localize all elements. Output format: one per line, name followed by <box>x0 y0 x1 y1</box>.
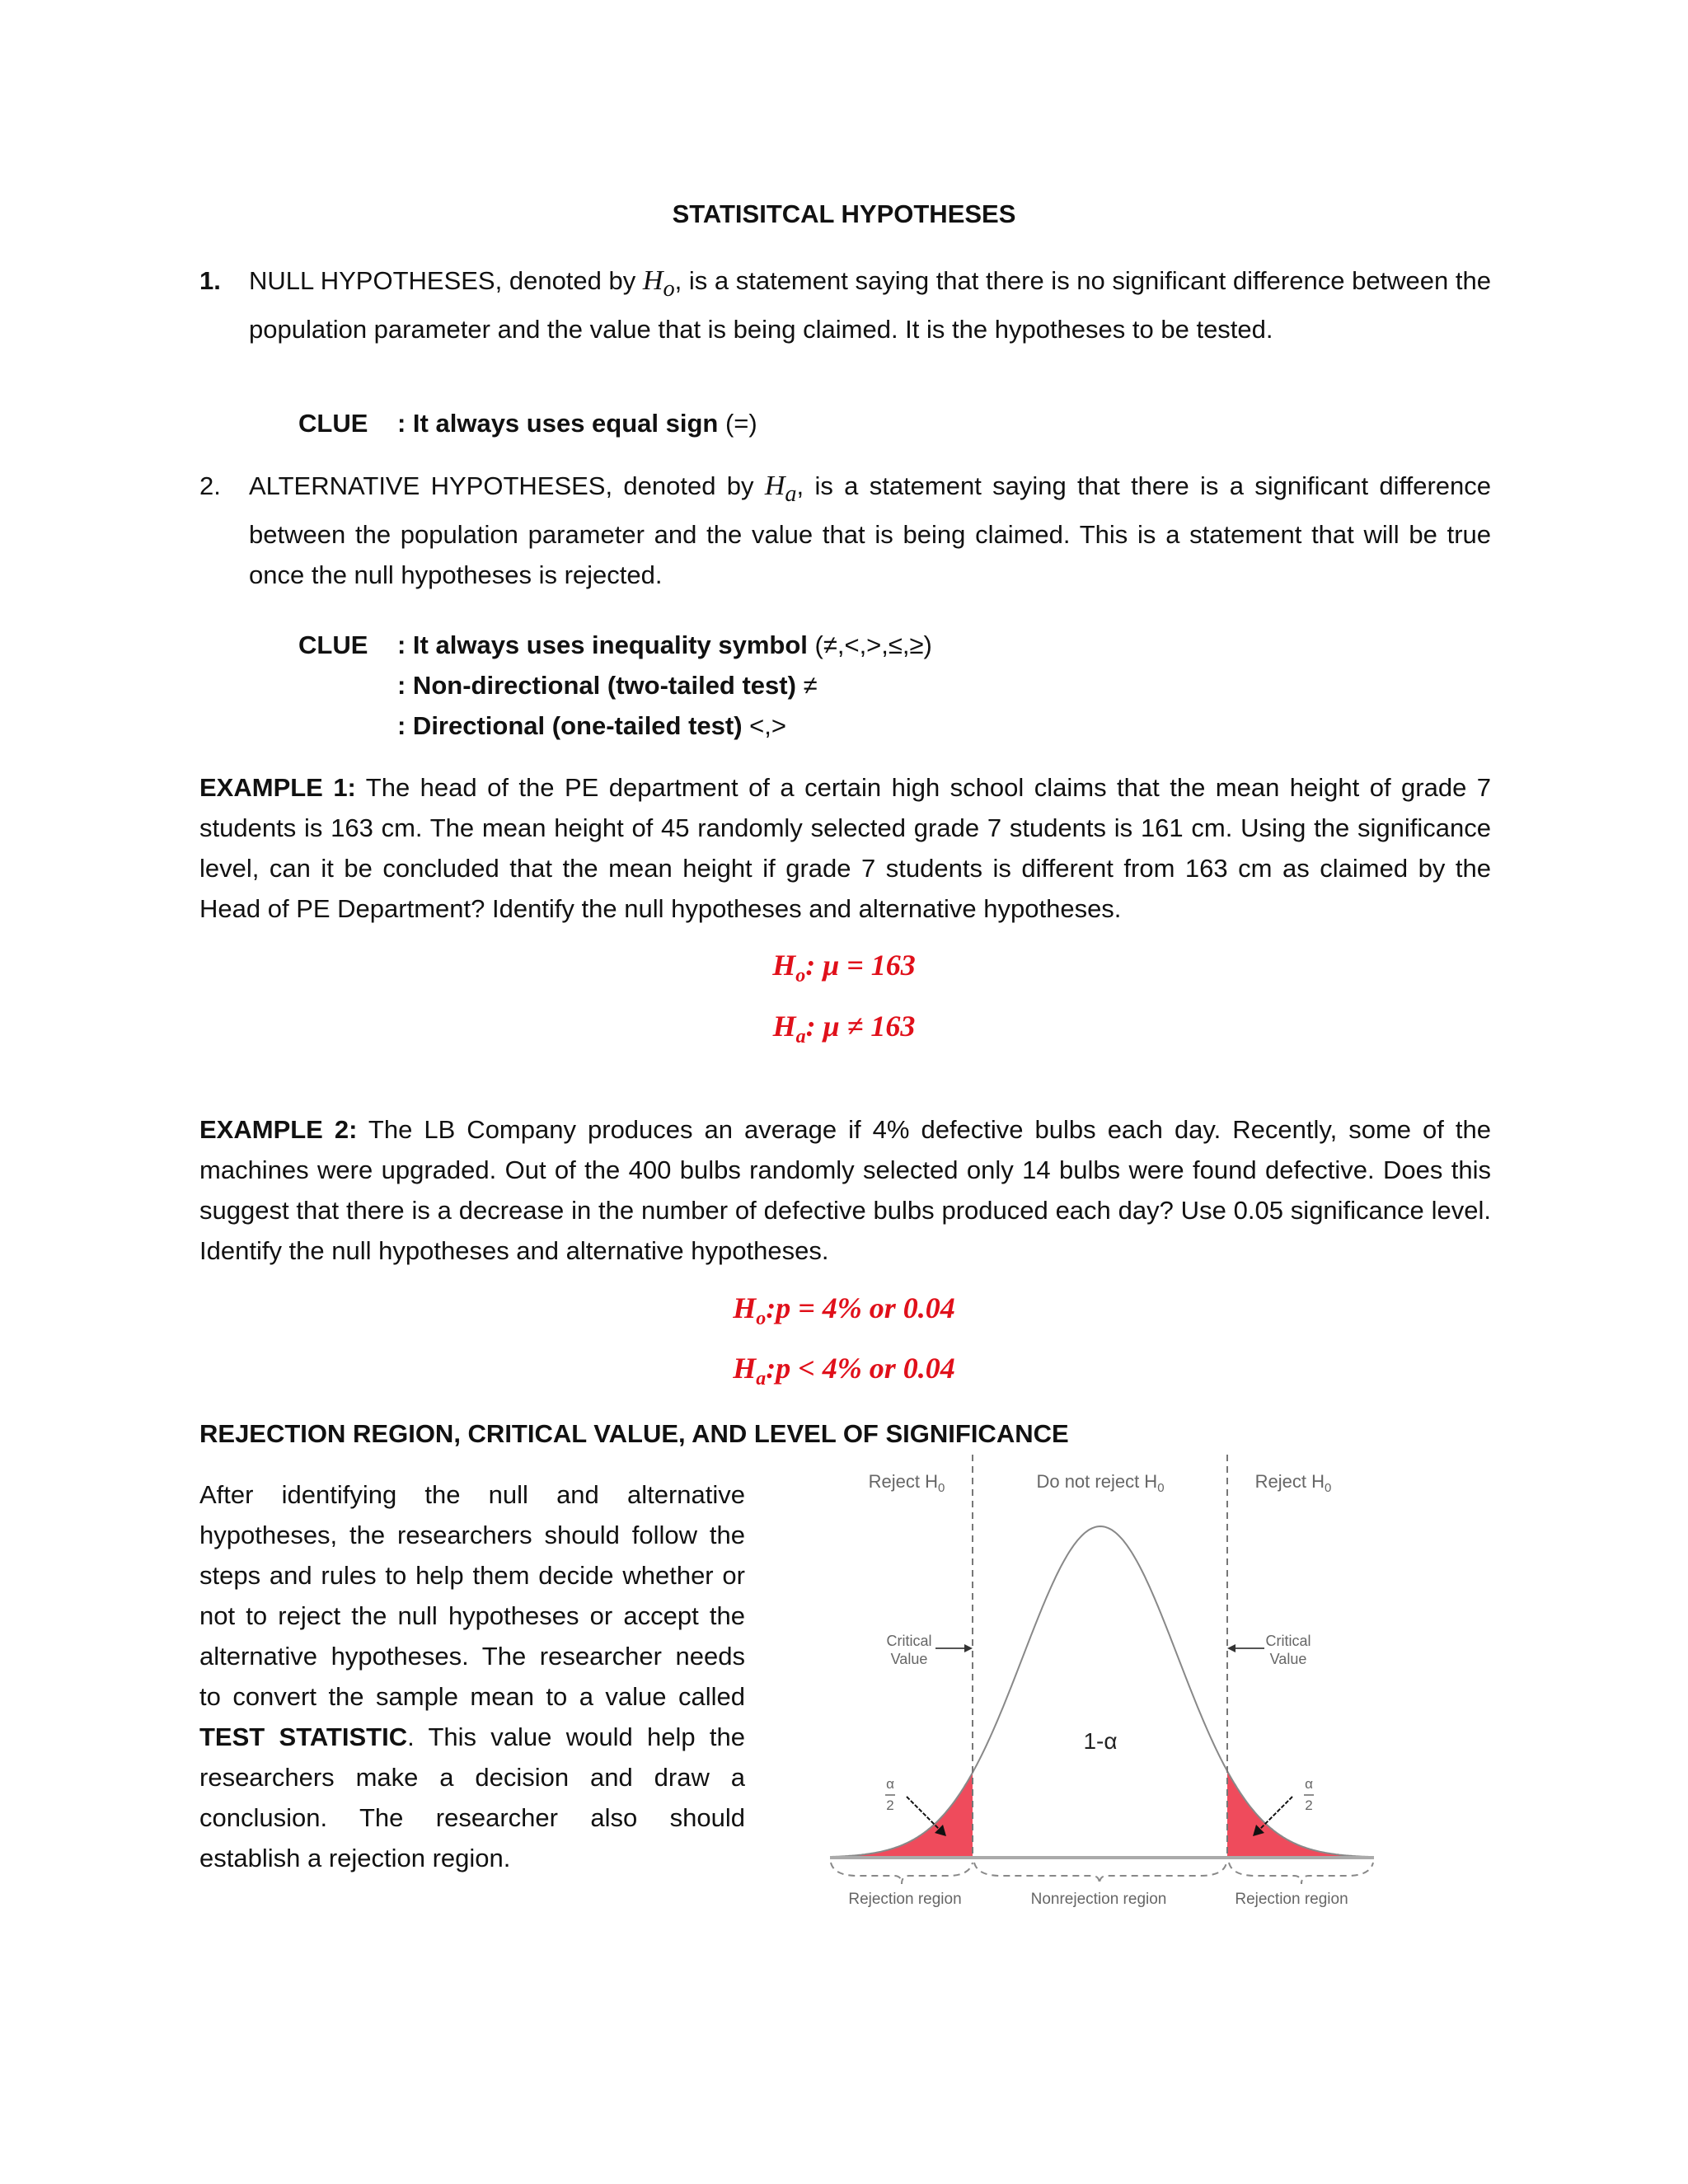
item-number: 1. <box>199 266 221 295</box>
clue-label: CLUE <box>298 630 368 659</box>
region-braces <box>831 1863 1373 1884</box>
clue-text: : It always uses inequality symbol <box>397 630 815 659</box>
math-symbol: $H_o$ <box>642 265 675 302</box>
example-text: The LB Company produces an average if 4% defective bulbs each day. Recently, some of the machines were upgraded. Out of the 400 bulbs randomly selected only 14 bulbs were found defective. Does this suggest that there is a decrease in the number of defective bulbs produced each day? Use 0.05 significance level. Identify the null hypotheses and alternative hypotheses. <box>199 1115 1492 1265</box>
normal-curve <box>830 1526 1374 1857</box>
clue-symbol: ≠ <box>803 671 818 700</box>
reject-right-label: Reject $H_0$ <box>1254 1471 1332 1495</box>
alpha-arrow-left-icon <box>907 1797 941 1831</box>
critical-value-left-1: Critical <box>886 1633 932 1649</box>
clue-text: : Non-directional (two-tailed test) <box>397 671 804 700</box>
reject-left-label: Reject $H_0$ <box>868 1471 945 1495</box>
section-paragraph: After identifying the null and alternative hypotheses, the researchers should follow the steps and rules to help them decide whether or not to reject the null hypotheses or accept the alternative hypotheses. The researcher needs to convert the sample mean to a value called TEST STATISTIC. This value would help the researchers make a decision and draw a conclusion. The researcher also should establish a rejection region. <box>199 1480 745 1872</box>
clue-text: : Directional (one-tailed test) <box>397 711 750 740</box>
two-left: 2 <box>886 1797 894 1813</box>
alpha-arrow-right-icon <box>1258 1797 1292 1831</box>
example-label: EXAMPLE 1: <box>199 773 356 802</box>
clue-symbol: (≠,<,>,≤,≥) <box>814 630 932 659</box>
example-label: EXAMPLE 2: <box>199 1115 358 1144</box>
item-text: ALTERNATIVE HYPOTHESES, denoted by <box>249 471 765 500</box>
test-statistic-term: TEST STATISTIC <box>199 1722 408 1751</box>
critical-value-right-1: Critical <box>1265 1633 1311 1649</box>
example-text: The head of the PE department of a certain high school claims that the mean height of grade 7 students is 163 cm. The mean height of 45 randomly selected grade 7 students is 161 cm. Using the significance level, can it be concluded that the mean height if grade 7 students is different from 163 cm as claimed by the Head of PE Department? Identify the null hypotheses and alternative hypotheses. <box>199 773 1492 923</box>
rejection-region-right-label: Rejection region <box>1235 1891 1348 1908</box>
clue-text: : It always uses equal sign <box>397 409 725 438</box>
rejection-region-left-label: Rejection region <box>848 1891 962 1908</box>
math-symbol: $H_a$ <box>764 471 797 507</box>
critical-value-left-2: Value <box>890 1651 928 1667</box>
item-text: , is a statement saying that there is no significant difference between the population parameter and the value that is being claimed. It is the hypotheses to be tested. <box>249 266 1491 344</box>
page-title: STATISITCAL HYPOTHESES <box>672 199 1016 228</box>
one-minus-alpha-label: 1-α <box>1083 1728 1118 1754</box>
two-right: 2 <box>1305 1797 1313 1813</box>
section-heading: REJECTION REGION, CRITICAL VALUE, AND LEVEL OF SIGNIFICANCE <box>199 1419 1069 1448</box>
example1-null-equation: $H_o$: μ = 163 <box>772 949 916 987</box>
item-number: 2. <box>199 471 221 500</box>
clue-symbol: (=) <box>724 409 757 438</box>
example2-null-equation: $H_o:p = 4\%$ or 0.04 <box>733 1291 955 1330</box>
example2-alt-equation: $H_a:p < 4\%$ or 0.04 <box>733 1352 955 1390</box>
alpha-left: α <box>886 1776 894 1792</box>
do-not-reject-label: Do not reject $H_0$ <box>1036 1471 1165 1495</box>
right-rejection-area <box>1227 1771 1374 1858</box>
alpha-right: α <box>1305 1776 1313 1792</box>
item-text: , is a statement saying that there is a significant difference between the population parameter and the value that is being claimed. This is a statement that will be true once the null hypotheses is rejected. <box>249 471 1492 589</box>
critical-value-right-2: Value <box>1269 1651 1307 1667</box>
clue-label: CLUE <box>298 409 368 438</box>
nonrejection-region-label: Nonrejection region <box>1030 1891 1167 1908</box>
example1-alt-equation: $H_a$: μ ≠ 163 <box>772 1010 916 1048</box>
item-text: NULL HYPOTHESES, denoted by <box>249 266 643 295</box>
clue-symbol: <,> <box>749 711 786 740</box>
